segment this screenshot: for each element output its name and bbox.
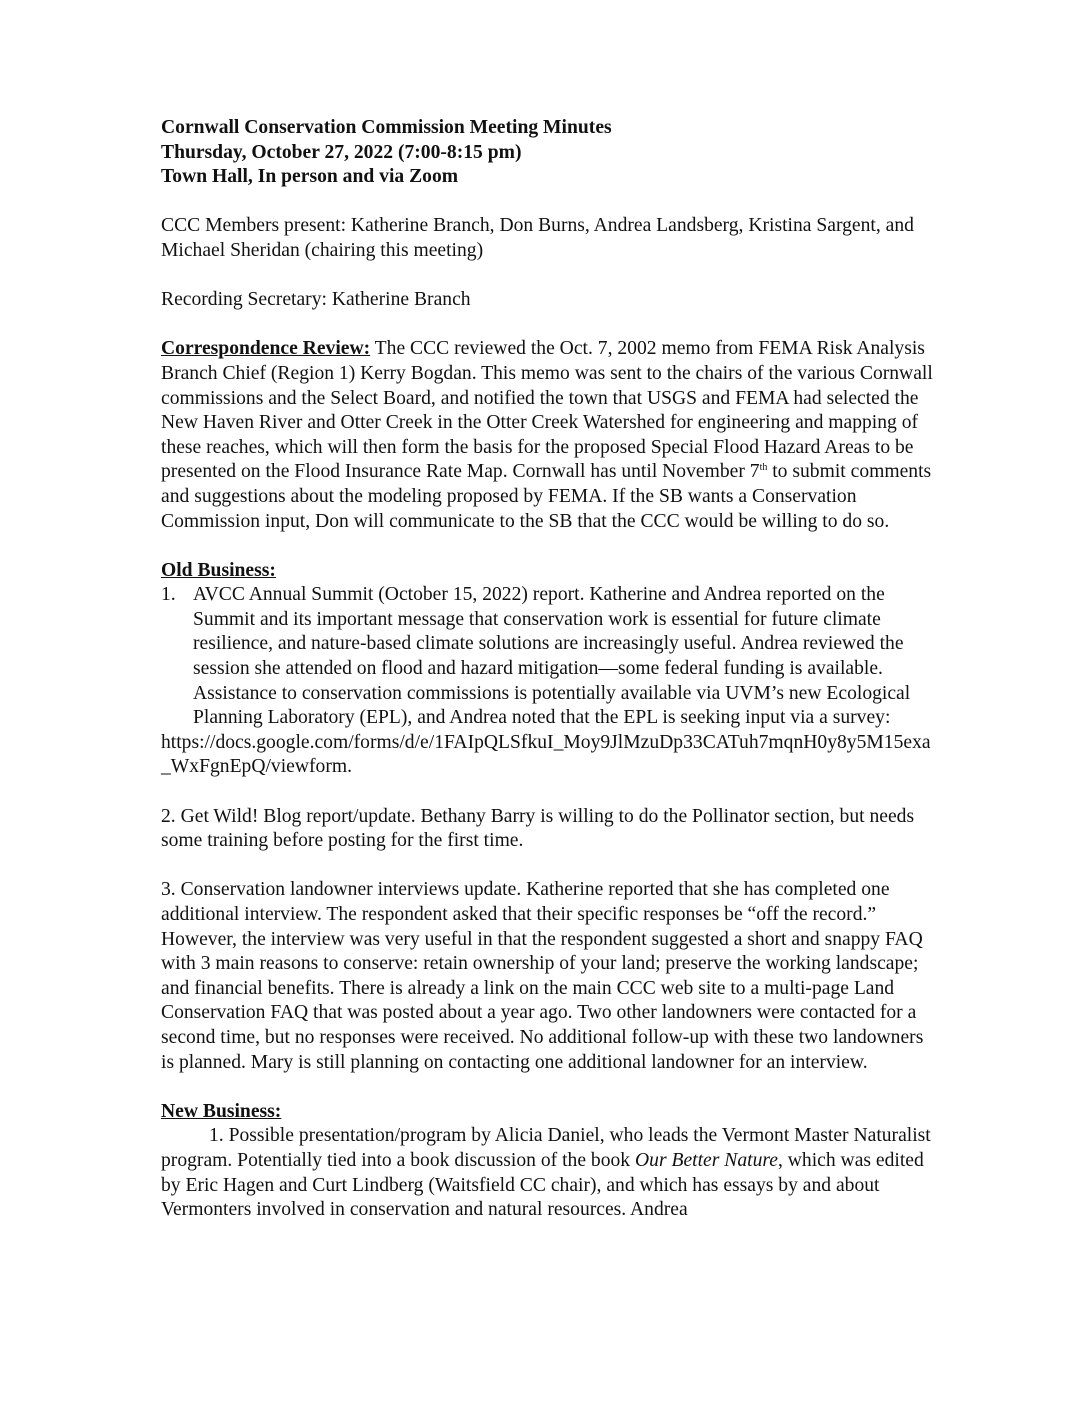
old-business-item-3: 3. Conservation landowner interviews update. Katherine reported that she has completed one additional interview. The respondent asked that their specific responses be “off the record.” However, the interview was very useful in that the respondent suggested a short and snappy FAQ with 3 main reasons to conserve: retain ownership of your land; preserve the working landscape; and financial benefits. There is already a link on the main CCC web site to a multi-page Land Conservation FAQ that was posted about a year ago. Two other landowners were contacted for a second time, but no responses were received. No additional follow-up with these two landowners is planned. Mary is still planning on contacting one additional landowner for an interview. — [161, 879, 924, 1073]
new-business-item-1-text: 1. Possible presentation/program by Alicia Daniel, who leads the Vermont Master Naturalist program. Potentially tied into a book discussion of the book — [161, 1125, 931, 1171]
old-business-heading: Old Business: — [161, 559, 276, 581]
new-business-heading: New Business: — [161, 1100, 282, 1122]
recording-secretary: Recording Secretary: Katherine Branch — [161, 289, 471, 311]
members-present: CCC Members present: Katherine Branch, Don Burns, Andrea Landsberg, Kristina Sargent, and Michael Sheridan (chairing this meeting) — [161, 215, 914, 261]
book-title: Our Better Nature — [635, 1149, 778, 1171]
ordinal-suffix: th — [759, 462, 768, 474]
survey-url: https://docs.google.com/forms/d/e/1FAIpQLSfkuI_Moy9JlMzuDp33CATuh7mqnH0y8y5M15exa_WxFgnEpQ/viewform. — [161, 731, 931, 778]
new-business-item-1 — [161, 1124, 936, 1222]
meeting-location: Town Hall, In person and via Zoom — [161, 166, 459, 188]
list-number: 1. — [161, 584, 176, 606]
document-title: Cornwall Conservation Commission Meeting Minutes — [161, 117, 612, 138]
correspondence-paragraph — [161, 337, 936, 534]
old-business-item-1 — [161, 583, 936, 731]
old-business-item-2: 2. Get Wild! Blog report/update. Bethany Barry is willing to do the Pollinator section, but needs some training before posting for the first time. — [161, 805, 915, 852]
correspondence-text-end: to submit comments and suggestions about the modeling proposed by FEMA. If the SB wants a Conservation Commission input, Don will communicate to the SB that the CCC would be willing to do so. — [161, 461, 932, 532]
old-business-item-1-text: AVCC Annual Summit (October 15, 2022) report. Katherine and Andrea reported on the Summit and its important message that conservation work is essential for future climate resilience, and nature-based climate solutions are increasingly useful. Andrea reviewed the session she attended on flood and hazard mitigation—some federal funding is available. Assistance to conservation commissions is potentially available via UVM’s new Ecological Planning Laboratory (EPL), and Andrea noted that the EPL is seeking input via a survey: — [193, 584, 911, 729]
new-business-item-1-text-end: , which was edited by Eric Hagen and Curt Lindberg (Waitsfield CC chair), and which has essays by and about Vermonters involved in conservation and natural resources. Andrea — [161, 1149, 924, 1221]
minutes-page — [161, 116, 936, 1223]
correspondence-text: The CCC reviewed the Oct. 7, 2002 memo from FEMA Risk Analysis Branch Chief (Region 1) Kerry Bogdan. This memo was sent to the chairs of the various Cornwall commissions and the Select Board, and notified the town that USGS and FEMA had selected the New Haven River and Otter Creek in the Otter Creek Watershed for engineering and mapping of these reaches, which will then form the basis for the proposed Special Flood Hazard Areas to be presented on the Flood Insurance Rate Map. Cornwall has until November 7 — [161, 338, 933, 483]
correspondence-heading: Correspondence Review: — [161, 338, 371, 360]
meeting-date: Thursday, October 27, 2022 (7:00-8:15 pm) — [161, 141, 522, 163]
